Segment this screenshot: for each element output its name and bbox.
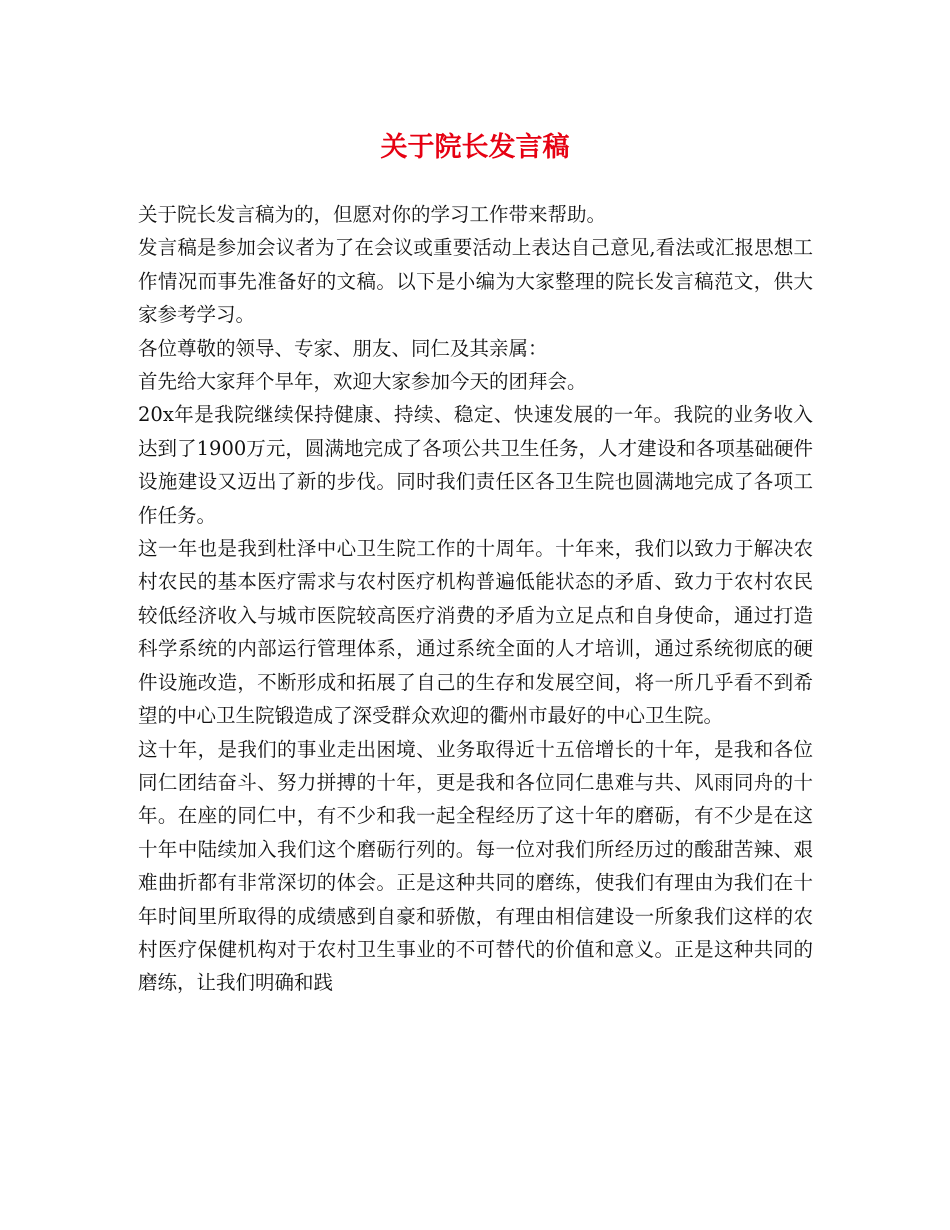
document-title: 关于院长发言稿 <box>380 132 570 163</box>
document-body <box>138 198 813 1000</box>
paragraph-year-review: 20x年是我院继续保持健康、持续、稳定、快速发展的一年。我院的业务收入达到了1900万元，圆满地完成了各项公共卫生任务，人才建设和各项基础硬件设施建设又迈出了新的步伐。同时我们责任区各卫生院也圆满地完成了各项工作任务。 <box>138 403 813 527</box>
paragraph-ten-years: 这一年也是我到杜泽中心卫生院工作的十周年。十年来，我们以致力于解决农村农民的基本医疗需求与农村医疗机构普遍低能状态的矛盾、致力于农村农民较低经济收入与城市医院较高医疗消费的矛盾为立足点和自身使命，通过打造科学系统的内部运行管理体系，通过系统全面的人才培训，通过系统彻底的硬件设施改造，不断形成和拓展了自己的生存和发展空间，将一所几乎看不到希望的中心卫生院锻造成了深受群众欢迎的衢州市最好的中心卫生院。 <box>138 537 813 728</box>
paragraph-intro: 关于院长发言稿为的，但愿对你的学习工作带来帮助。 <box>138 203 607 226</box>
paragraph-salutation: 各位尊敬的领导、专家、朋友、同仁及其亲属： <box>138 336 548 360</box>
paragraph-reflection: 这十年，是我们的事业走出困境、业务取得近十五倍增长的十年，是我和各位同仁团结奋斗、努力拼搏的十年，更是我和各位同仁患难与共、风雨同舟的十年。在座的同仁中，有不少和我一起全程经历了这十年的磨砺，有不少是在这十年中陆续加入我们这个磨砺行列的。每一位对我们所经历过的酸甜苦辣、艰难曲折都有非常深切的体会。正是这种共同的磨练，使我们有理由为我们在十年时间里所取得的成绩感到自豪和骄傲，有理由相信建设一所象我们这样的农村医疗保健机构对于农村卫生事业的不可替代的价值和意义。正是这种共同的磨练，让我们明确和践 <box>138 737 813 995</box>
paragraph-greeting: 首先给大家拜个早年，欢迎大家参加今天的团拜会。 <box>138 370 587 394</box>
paragraph-definition: 发言稿是参加会议者为了在会议或重要活动上表达自己意见,看法或汇报思想工作情况而事先准备好的文稿。以下是小编为大家整理的院长发言稿范文，供大家参考学习。 <box>138 236 813 327</box>
